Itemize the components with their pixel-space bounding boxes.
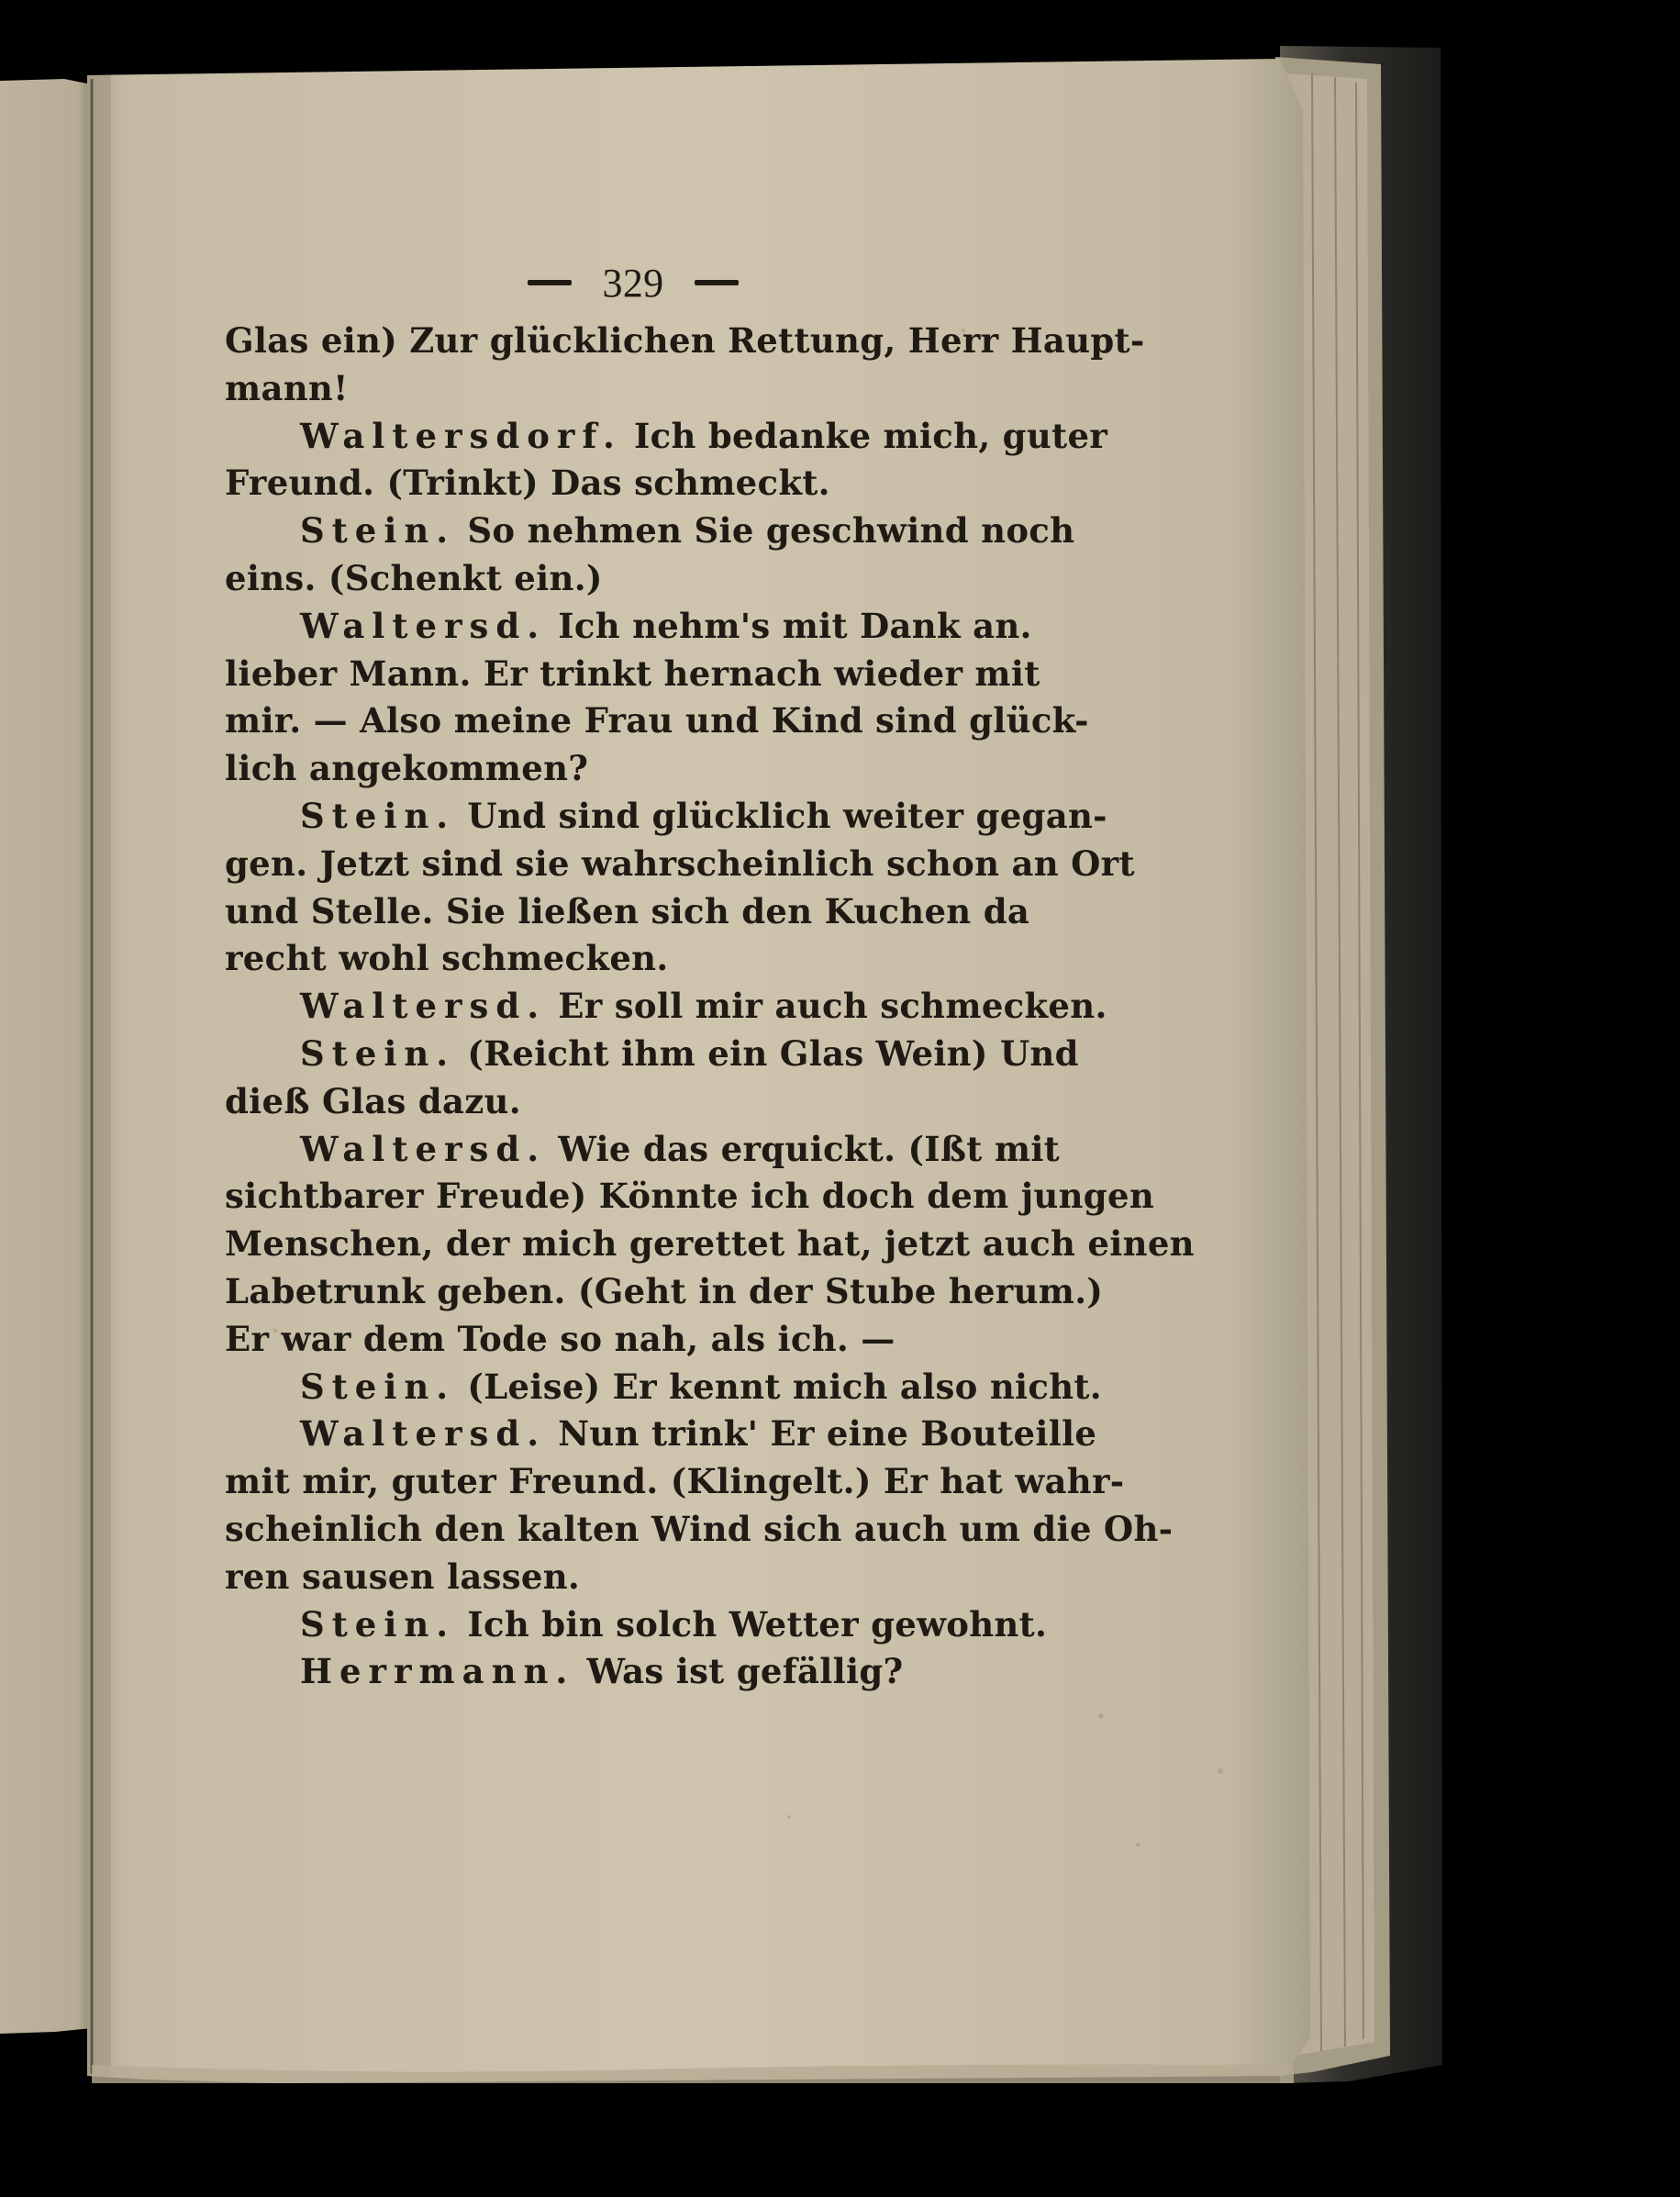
speaker-name: Stein. [300, 1603, 456, 1645]
line-text: dieß Glas dazu. [225, 1080, 521, 1121]
page-number: 329 [602, 260, 664, 306]
line-text: Menschen, der mich gerettet hat, jetzt auch einen [225, 1223, 1195, 1265]
speaker-name: Stein. [300, 1366, 456, 1407]
header-left-dash [528, 280, 572, 285]
text-line [225, 318, 1145, 365]
line-text: gen. Jetzt sind sie wahrscheinlich schon an Ort [225, 842, 1135, 884]
text-line [225, 1506, 1174, 1554]
line-text: ren sausen lassen. [225, 1556, 581, 1597]
speaker-name: Waltersd. [300, 1413, 547, 1455]
page-header [252, 248, 1014, 318]
line-text: mir. — Also meine Frau und Kind sind glück- [225, 700, 1089, 742]
text-line [225, 793, 1107, 841]
text-line [225, 983, 1107, 1031]
text-line [225, 1221, 1195, 1268]
text-line [225, 697, 1089, 745]
line-text: Freund. (Trinkt) Das schmeckt. [225, 463, 830, 504]
text-line [225, 1031, 1079, 1078]
left-page [0, 79, 92, 2034]
text-line [225, 507, 1075, 555]
text-line [225, 935, 1014, 983]
text-line [225, 1173, 1155, 1221]
speaker-name: Waltersd. [300, 1128, 547, 1169]
text-line [225, 651, 1040, 698]
text-line [225, 1078, 1014, 1126]
text-line [225, 460, 1014, 507]
text-line [225, 1648, 1014, 1696]
text-line [225, 555, 1014, 603]
line-text: Ich nehm's mit Dank an. [558, 605, 1032, 646]
text-line [225, 1458, 1125, 1506]
text-line [225, 1268, 1104, 1316]
line-text: lich angekommen? [225, 748, 589, 789]
line-text: Er war dem Tode so nah, als ich. — [225, 1318, 896, 1359]
line-text: sichtbarer Freude) Könnte ich doch dem jungen [225, 1176, 1155, 1217]
speaker-name: Herrmann. [300, 1651, 575, 1692]
line-text: (Leise) Er kennt mich also nicht. [467, 1366, 1102, 1407]
text-line [225, 888, 1030, 936]
text-line [225, 841, 1135, 888]
header-right-dash [695, 280, 739, 285]
line-text: So nehmen Sie geschwind noch [467, 510, 1075, 552]
line-text: (Reicht ihm ein Glas Wein) Und [467, 1032, 1079, 1074]
line-text: Ich bedanke mich, guter [634, 415, 1108, 456]
speaker-name: Stein. [300, 1032, 456, 1074]
text-line [225, 1316, 1014, 1364]
line-text: Labetrunk geben. (Geht in der Stube herum.) [225, 1270, 1104, 1311]
line-text: eins. (Schenkt ein.) [225, 557, 603, 598]
line-text: Wie das erquickt. (Ißt mit [558, 1128, 1061, 1169]
text-line [225, 1411, 1097, 1458]
line-text: Nun trink' Er eine Bouteille [558, 1413, 1097, 1455]
line-text: lieber Mann. Er trinkt hernach wieder mit [225, 652, 1040, 694]
speaker-name: Stein. [300, 795, 456, 836]
text-line [225, 365, 1014, 413]
line-text: mit mir, guter Freund. (Klingelt.) Er hat wahr- [225, 1461, 1125, 1502]
line-text: Er soll mir auch schmecken. [558, 986, 1107, 1027]
text-line [225, 1126, 1061, 1174]
line-text: mann! [225, 367, 349, 408]
text-line [225, 1554, 1014, 1601]
text-line [225, 1364, 1102, 1411]
line-text: Was ist gefällig? [586, 1651, 904, 1692]
line-text: und Stelle. Sie ließen sich den Kuchen da [225, 890, 1030, 931]
speaker-name: Waltersd. [300, 605, 547, 646]
speaker-name: Waltersdorf. [300, 415, 622, 456]
speaker-name: Stein. [300, 510, 456, 552]
speaker-name: Waltersd. [300, 986, 547, 1027]
line-text: scheinlich den kalten Wind sich auch um die Oh- [225, 1508, 1174, 1549]
text-line [225, 413, 1108, 461]
text-line [225, 745, 1014, 793]
page-text [225, 248, 1195, 1696]
line-text: Und sind glücklich weiter gegan- [467, 795, 1107, 836]
text-line [225, 1601, 1048, 1649]
line-text: Ich bin solch Wetter gewohnt. [467, 1603, 1048, 1645]
line-text: recht wohl schmecken. [225, 938, 669, 979]
text-line [225, 603, 1032, 651]
line-text: Glas ein) Zur glücklichen Rettung, Herr Haupt- [225, 320, 1145, 361]
